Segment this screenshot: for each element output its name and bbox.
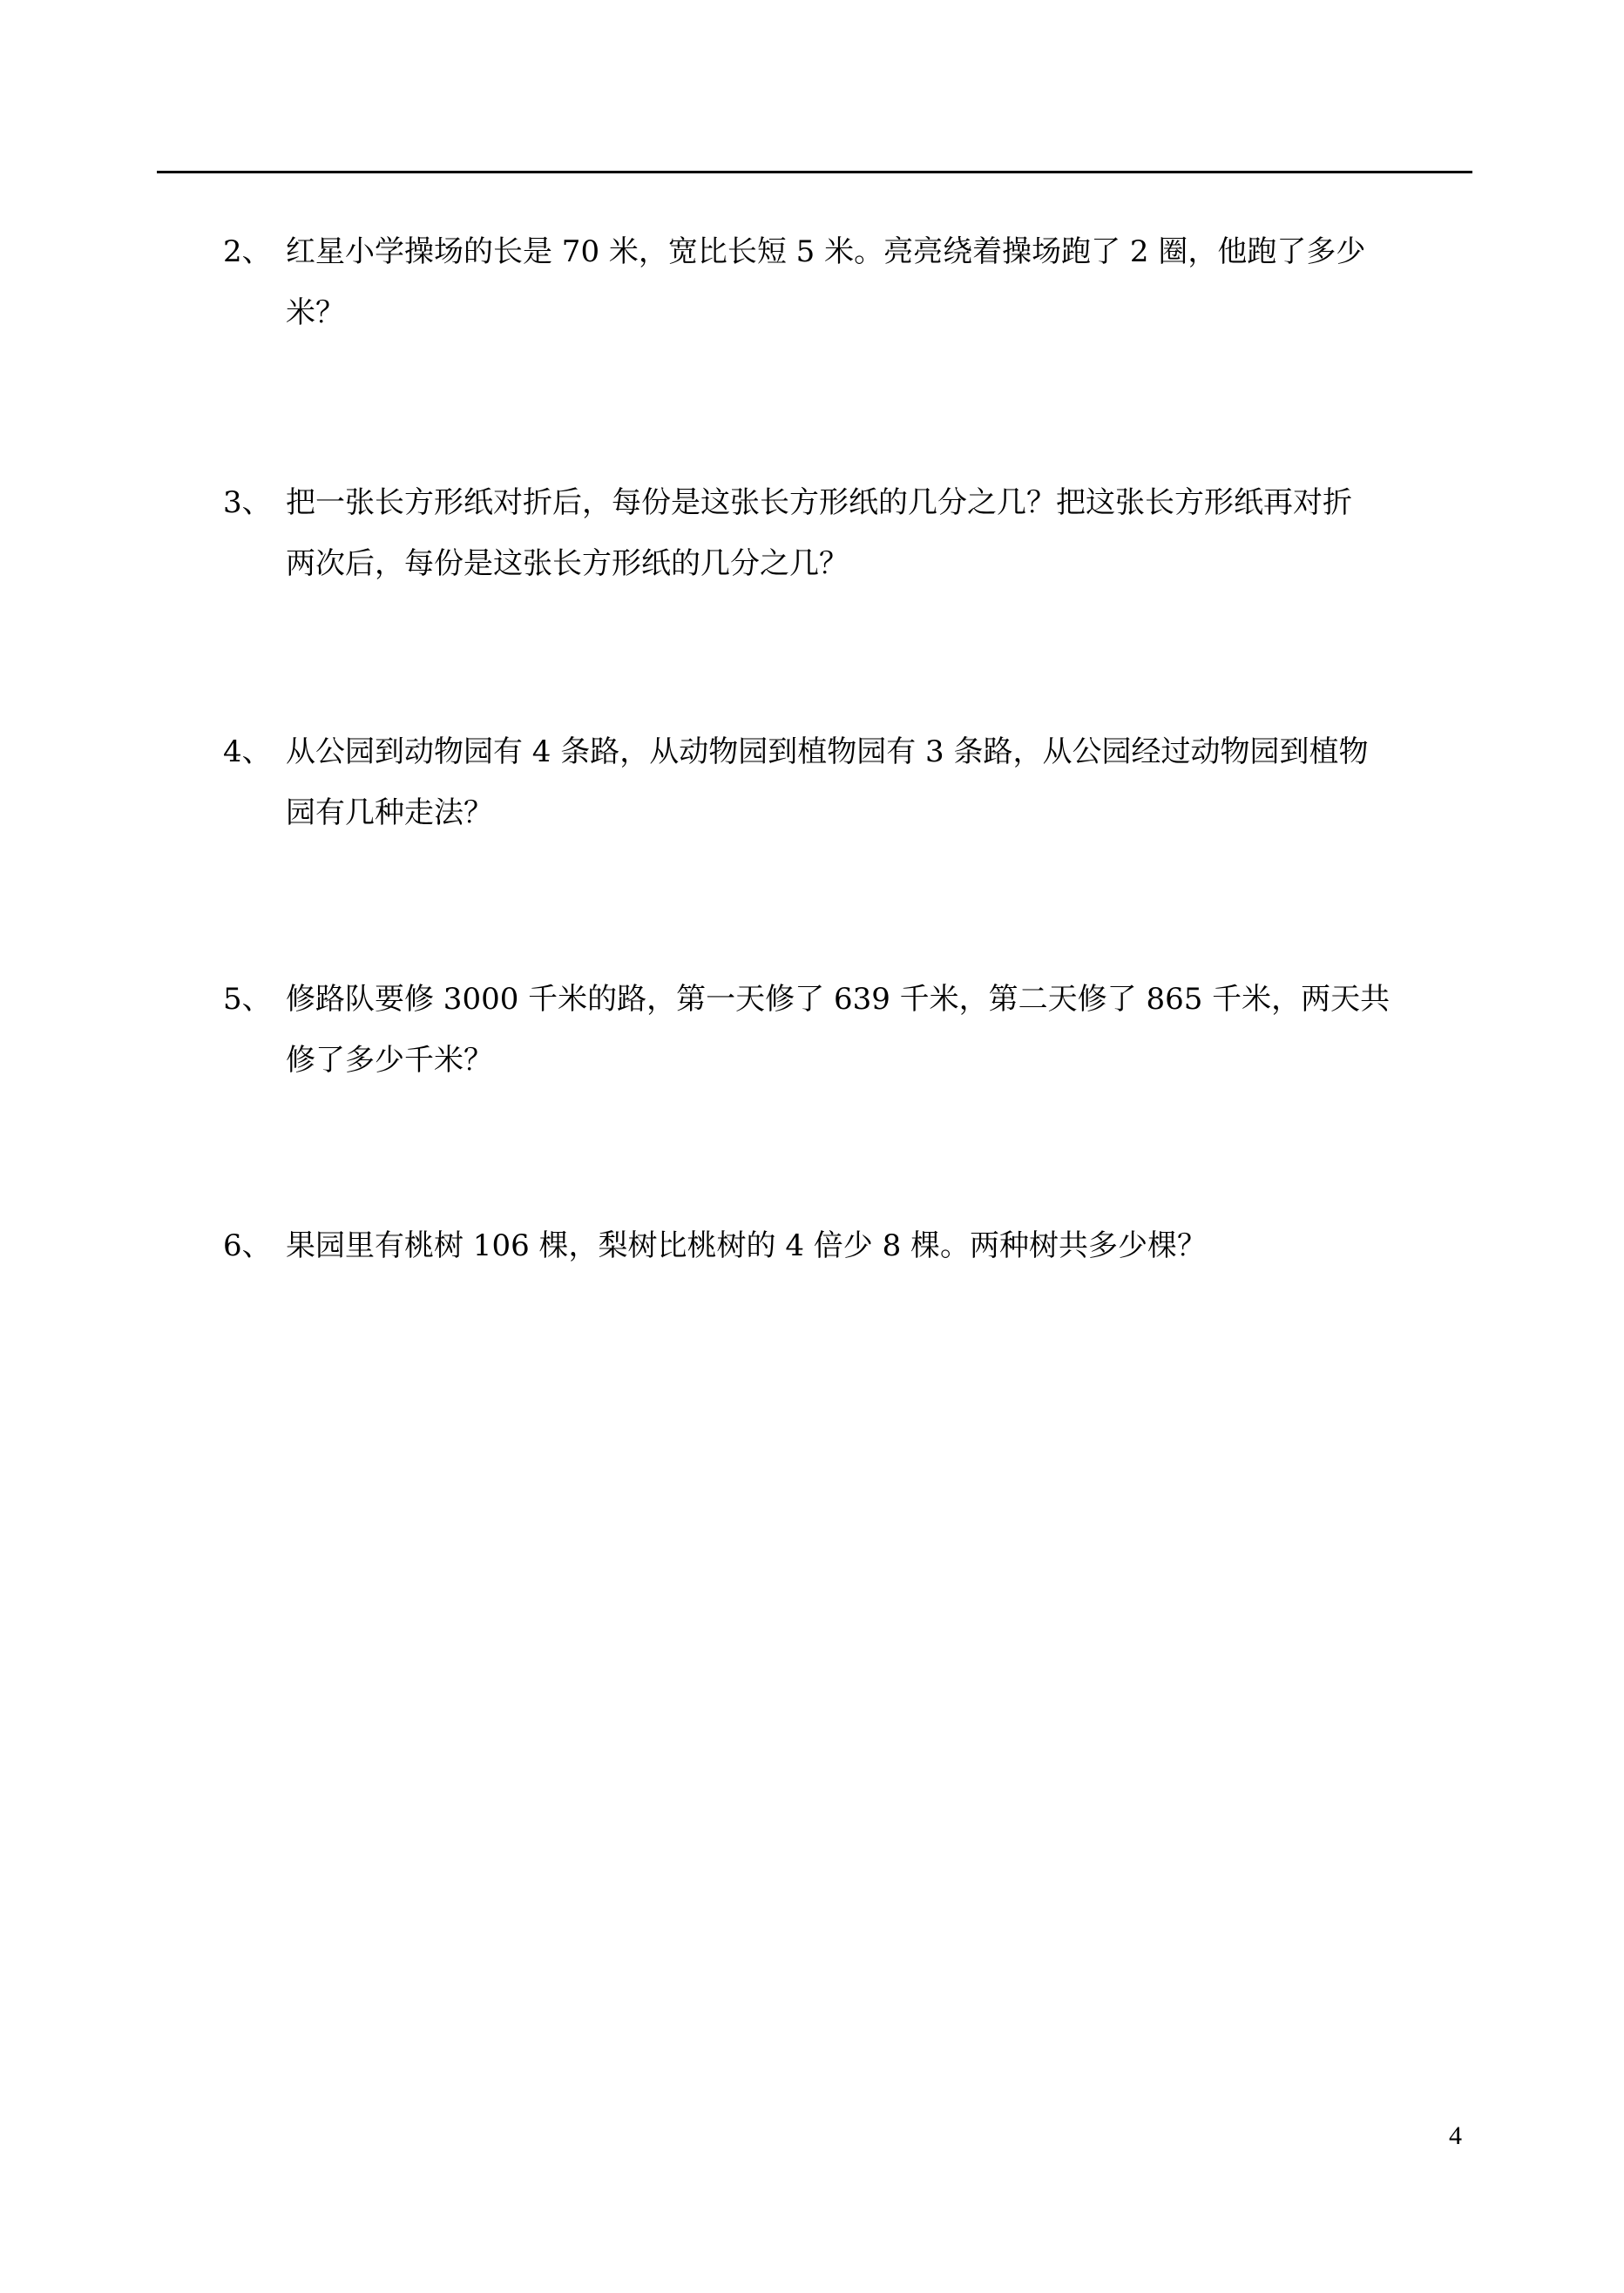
problem-number: 2、 [223, 234, 272, 269]
problem-number: 4、 [223, 734, 272, 769]
problem-text-line: 米？ [286, 295, 345, 330]
header-rule [157, 171, 1472, 173]
problem-text-line: 把一张长方形纸对折后，每份是这张长方形纸的几分之几？把这张长方形纸再对折 [286, 485, 1352, 520]
page-number: 4 [1449, 2121, 1462, 2150]
problem-text-line: 修了多少千米？ [286, 1043, 493, 1078]
problem-number: 6、 [223, 1228, 272, 1263]
problem-text-line: 从公园到动物园有 4 条路，从动物园到植物园有 3 条路，从公园经过动物园到植物 [286, 734, 1369, 769]
problem-text-line: 园有几种走法？ [286, 795, 493, 830]
problem-text-line: 修路队要修 3000 千米的路，第一天修了 639 千米，第二天修了 865 千米，两天共 [286, 982, 1391, 1017]
problem-number: 3、 [223, 485, 272, 520]
problem-text-line: 两次后，每份是这张长方形纸的几分之几？ [286, 546, 849, 581]
problem-number: 5、 [223, 982, 272, 1017]
problem-text-line: 果园里有桃树 106 棵，梨树比桃树的 4 倍少 8 棵。两种树共多少棵？ [286, 1228, 1208, 1263]
problem-text-line: 红星小学操场的长是 70 米，宽比长短 5 米。亮亮绕着操场跑了 2 圈，他跑了多少 [286, 234, 1366, 269]
